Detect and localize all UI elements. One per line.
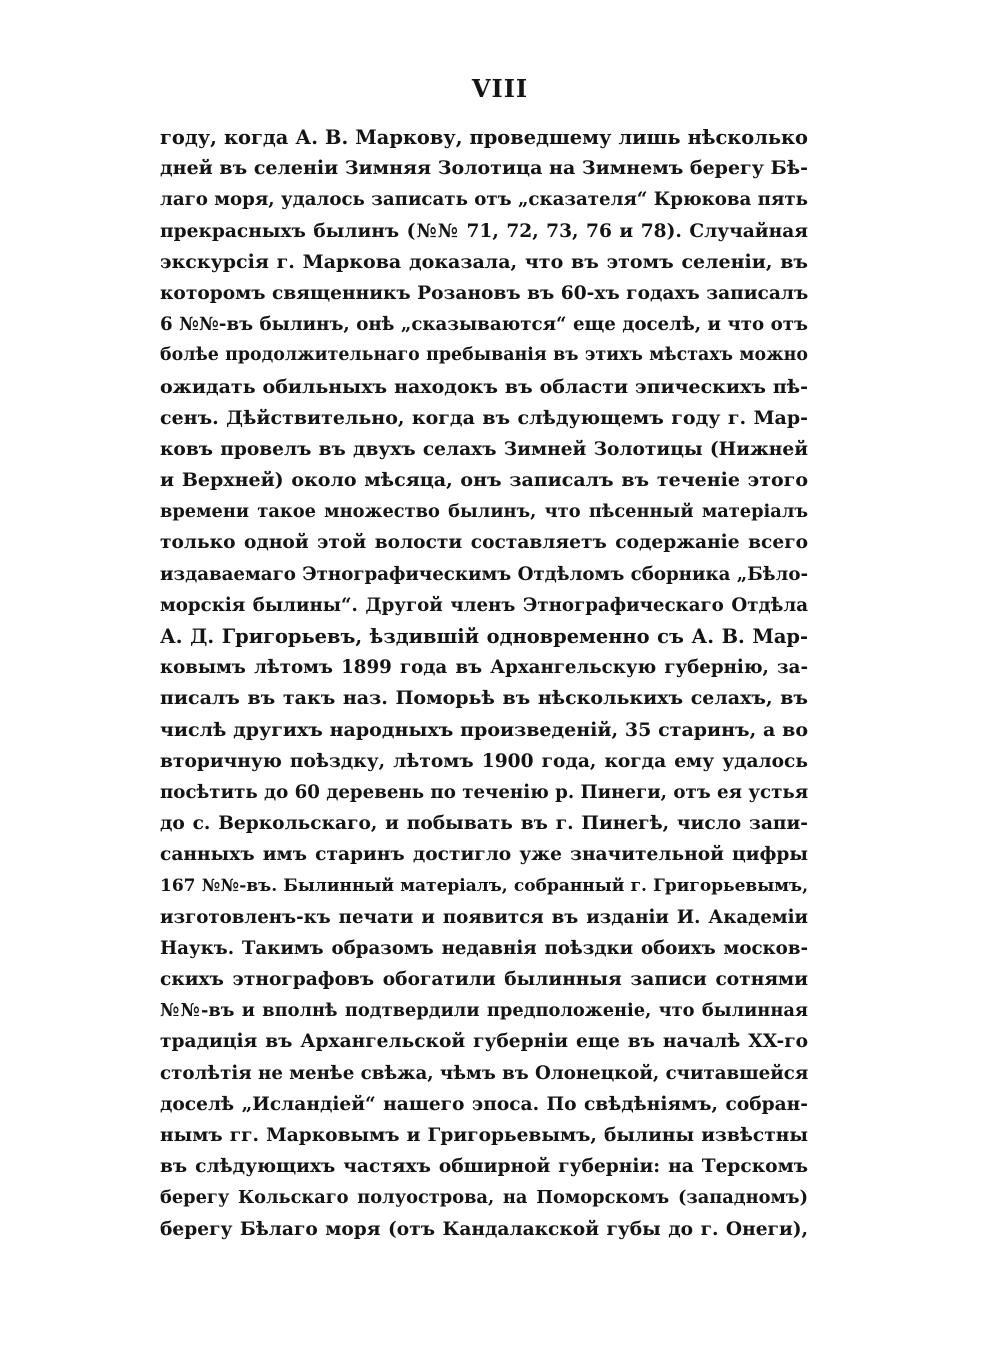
body-text [160, 122, 808, 1245]
text-line: вторичную поѣздку, лѣтомъ 1900 года, когда ему удалось [160, 750, 808, 772]
text-line: ожидать обильныхъ находокъ въ области эпическихъ пѣ- [160, 375, 808, 398]
text-line: берегу Кольскаго полуострова, на Поморскомъ (западномъ) [160, 1187, 808, 1209]
text-line: №№-въ и вполнѣ подтвердили предположеніе, что былинная [160, 1000, 808, 1022]
text-line: посѣтить до 60 деревень по теченію р. Пинеги, отъ ея устья [160, 781, 808, 803]
text-line: скихъ этнографовъ обогатили былинныя записи сотнями [160, 969, 808, 991]
text-line: году, когда А. В. Маркову, проведшему лишь нѣсколько [160, 126, 808, 149]
text-line: сенъ. Дѣйствительно, когда въ слѣдующемъ году г. Мар- [160, 406, 808, 429]
text-line: доселѣ „Исландіей“ нашего эпоса. По свѣдѣніямъ, собран- [160, 1093, 808, 1115]
text-line: дней въ селеніи Зимняя Золотица на Зимнемъ берегу Бѣ- [160, 157, 808, 180]
text-line: ковымъ лѣтомъ 1899 года въ Архангельскую губернію, за- [160, 657, 808, 679]
text-line: и Верхней) около мѣсяца, онъ записалъ въ теченіе этого [160, 469, 808, 492]
text-line: традиція въ Архангельской губерніи еще въ началѣ XX-го [160, 1031, 808, 1053]
text-line: столѣтія не менѣе свѣжа, чѣмъ въ Олонецкой, считавшейся [160, 1062, 808, 1084]
text-line: въ слѣдующихъ частяхъ обширной губерніи: на Терскомъ [160, 1156, 808, 1178]
text-line: прекрасныхъ былинъ (№№ 71, 72, 73, 76 и 78). Случайная [160, 220, 808, 242]
text-line: лаго моря, удалось записать отъ „сказателя“ Крюкова пять [160, 189, 808, 211]
page-number: VIII [471, 74, 529, 103]
text-line: которомъ священникъ Розановъ въ 60-хъ годахъ записалъ [160, 282, 808, 304]
text-line: писалъ въ такъ наз. Поморьѣ въ нѣсколькихъ селахъ, въ [160, 687, 808, 710]
text-line: нымъ гг. Марковымъ и Григорьевымъ, былины извѣстны [160, 1125, 808, 1146]
text-line: экскурсія г. Маркова доказала, что въ этомъ селеніи, въ [160, 250, 808, 273]
text-line: Наукъ. Такимъ образомъ недавнія поѣздки обоихъ москов- [160, 937, 808, 959]
text-line: издаваемаго Этнографическимъ Отдѣломъ сборника „Бѣло- [160, 563, 808, 585]
text-line: до с. Веркольскаго, и побывать въ г. Пинегѣ, число запи- [160, 813, 808, 835]
text-line: только одной этой волости составляетъ содержаніе всего [160, 532, 808, 554]
text-line: числѣ другихъ народныхъ произведеній, 35 старинъ, а во [160, 718, 808, 741]
text-line: времени такое множество былинъ, что пѣсенный матеріалъ [160, 501, 808, 523]
text-line: А. Д. Григорьевъ, ѣздившій одновременно съ А. В. Мар- [160, 625, 808, 648]
text-line: берегу Бѣлаго моря (отъ Кандалакской губы до г. Онеги), [160, 1218, 808, 1240]
text-line: 167 №№-въ. Былинный матеріалъ, собранный г. Григорьевымъ, [160, 875, 808, 896]
text-line: санныхъ имъ старинъ достигло уже значительной цифры [160, 844, 808, 866]
text-line: морскія былины“. Другой членъ Этнографическаго Отдѣла [160, 594, 808, 616]
text-line: 6 №№-въ былинъ, онѣ „сказываются“ еще доселѣ, и что отъ [160, 314, 808, 336]
text-line: ковъ провелъ въ двухъ селахъ Зимней Золотицы (Нижней [160, 438, 808, 460]
text-line: болѣе продолжительнаго пребыванія въ этихъ мѣстахъ можно [160, 345, 808, 366]
text-line: изготовленъ-къ печати и появится въ изданіи И. Академіи [160, 906, 808, 928]
